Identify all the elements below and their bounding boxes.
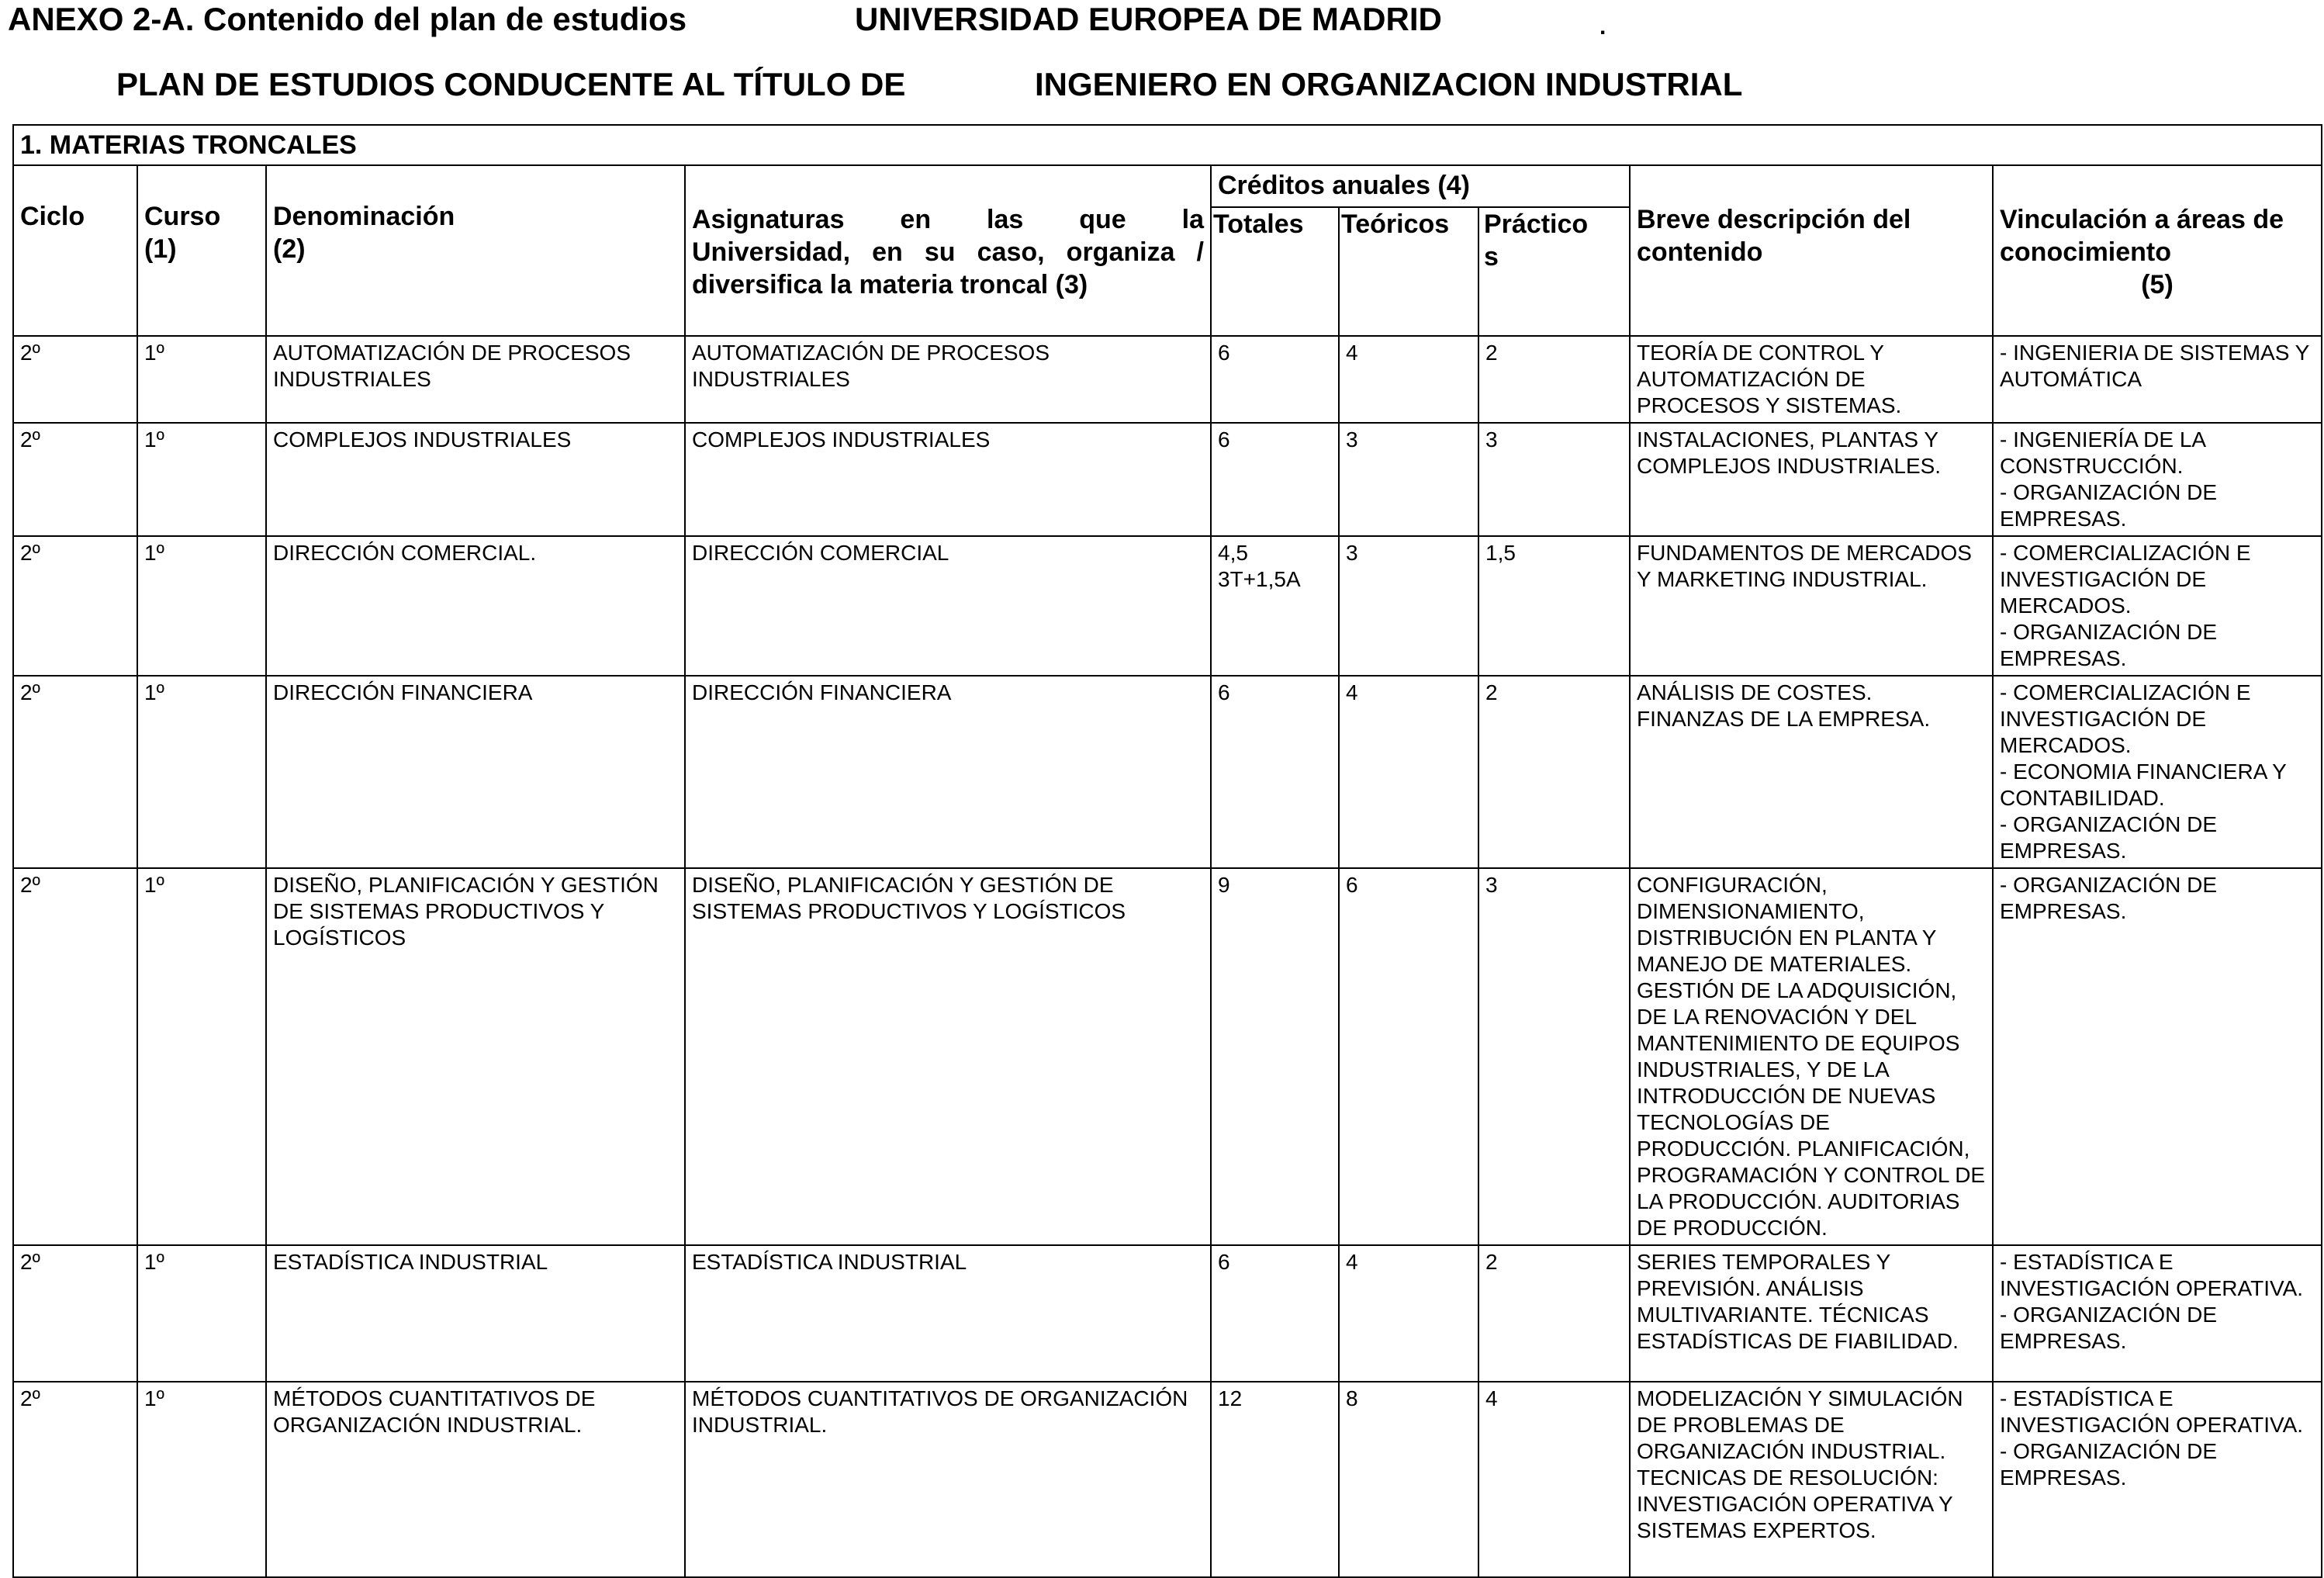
header-vinculacion-number: (5): [2141, 270, 2174, 299]
table-row: [13, 1382, 2322, 1577]
cell-teoricos: 4: [1339, 336, 1478, 423]
cell-denominacion: DIRECCIÓN FINANCIERA: [266, 676, 685, 868]
table-row: [13, 423, 2322, 536]
cell-ciclo: 2º: [13, 1245, 137, 1382]
table-row: [13, 336, 2322, 423]
cell-curso: 1º: [137, 676, 266, 868]
cell-descripcion: INSTALACIONES, PLANTAS Y COMPLEJOS INDUSTRIALES.: [1630, 423, 1993, 536]
cell-asignaturas: ESTADÍSTICA INDUSTRIAL: [685, 1245, 1211, 1382]
header-ciclo: Ciclo: [13, 165, 137, 336]
header-totales: Totales: [1211, 207, 1339, 336]
cell-ciclo: 2º: [13, 868, 137, 1245]
cell-vinculacion: - COMERCIALIZACIÓN E INVESTIGACIÓN DE MERCADOS. - ORGANIZACIÓN DE EMPRESAS.: [1993, 536, 2322, 676]
plan-title: PLAN DE ESTUDIOS CONDUCENTE AL TÍTULO DE: [116, 66, 906, 102]
header-vinculacion-label: Vinculación a áreas de conocimiento: [2000, 205, 2284, 267]
annex-title: ANEXO 2-A. Contenido del plan de estudios: [8, 1, 687, 37]
cell-curso: 1º: [137, 536, 266, 676]
cell-descripcion: MODELIZACIÓN Y SIMULACIÓN DE PROBLEMAS DE ORGANIZACIÓN INDUSTRIAL. TECNICAS DE RESOLUCIÓN: INVESTIGACIÓN OPERATIVA Y SISTEMAS EXPERTOS.: [1630, 1382, 1993, 1577]
cell-asignaturas: MÉTODOS CUANTITATIVOS DE ORGANIZACIÓN INDUSTRIAL.: [685, 1382, 1211, 1577]
cell-denominacion: COMPLEJOS INDUSTRIALES: [266, 423, 685, 536]
header-teoricos: Teóricos: [1339, 207, 1478, 336]
header-practicos: Práctico s: [1478, 207, 1630, 336]
cell-practicos: 3: [1478, 423, 1630, 536]
table-row: [13, 1245, 2322, 1382]
cell-asignaturas: DIRECCIÓN COMERCIAL: [685, 536, 1211, 676]
cell-descripcion: CONFIGURACIÓN, DIMENSIONAMIENTO, DISTRIBUCIÓN EN PLANTA Y MANEJO DE MATERIALES. GESTIÓN DE LA ADQUISICIÓN, DE LA RENOVACIÓN Y DEL MANTENIMIENTO DE EQUIPOS INDUSTRIALES, Y DE LA INTRODUCCIÓN DE NUEVAS TECNOLOGÍAS DE PRODUCCIÓN. PLANIFICACIÓN, PROGRAMACIÓN Y CONTROL DE LA PRODUCCIÓN. AUDITORIAS DE PRODUCCIÓN.: [1630, 868, 1993, 1245]
curriculum-table: [12, 124, 2322, 1578]
header-denominacion: Denominación (2): [266, 165, 685, 336]
cell-asignaturas: DISEÑO, PLANIFICACIÓN Y GESTIÓN DE SISTEMAS PRODUCTIVOS Y LOGÍSTICOS: [685, 868, 1211, 1245]
table-body: [13, 336, 2322, 1577]
cell-totales: 6: [1211, 336, 1339, 423]
header-asignaturas-line-1: Asignaturas en las que la: [692, 205, 1204, 234]
cell-ciclo: 2º: [13, 336, 137, 423]
header-descripcion: Breve descripción del contenido: [1630, 165, 1993, 336]
header-asignaturas-line-3: diversifica la materia troncal (3): [692, 270, 1088, 299]
degree-title: INGENIERO EN ORGANIZACION INDUSTRIAL: [1035, 66, 1743, 102]
cell-practicos: 3: [1478, 868, 1630, 1245]
cell-asignaturas: DIRECCIÓN FINANCIERA: [685, 676, 1211, 868]
cell-vinculacion: - ESTADÍSTICA E INVESTIGACIÓN OPERATIVA. - ORGANIZACIÓN DE EMPRESAS.: [1993, 1245, 2322, 1382]
cell-teoricos: 3: [1339, 423, 1478, 536]
cell-denominacion: AUTOMATIZACIÓN DE PROCESOS INDUSTRIALES: [266, 336, 685, 423]
header-asignaturas: [685, 165, 1211, 336]
cell-ciclo: 2º: [13, 676, 137, 868]
cell-practicos: 2: [1478, 676, 1630, 868]
table-row: [13, 536, 2322, 676]
cell-practicos: 2: [1478, 1245, 1630, 1382]
cell-curso: 1º: [137, 1245, 266, 1382]
table-row: [13, 676, 2322, 868]
cell-totales: 6: [1211, 1245, 1339, 1382]
cell-curso: 1º: [137, 423, 266, 536]
cell-denominacion: ESTADÍSTICA INDUSTRIAL: [266, 1245, 685, 1382]
cell-curso: 1º: [137, 868, 266, 1245]
cell-teoricos: 8: [1339, 1382, 1478, 1577]
cell-vinculacion: - COMERCIALIZACIÓN E INVESTIGACIÓN DE MERCADOS. - ECONOMIA FINANCIERA Y CONTABILIDAD. - ORGANIZACIÓN DE EMPRESAS.: [1993, 676, 2322, 868]
header-curso: Curso (1): [137, 165, 266, 336]
cell-practicos: 4: [1478, 1382, 1630, 1577]
cell-teoricos: 4: [1339, 676, 1478, 868]
header-vinculacion: [1993, 165, 2322, 336]
cell-practicos: 1,5: [1478, 536, 1630, 676]
cell-asignaturas: AUTOMATIZACIÓN DE PROCESOS INDUSTRIALES: [685, 336, 1211, 423]
cell-denominacion: DISEÑO, PLANIFICACIÓN Y GESTIÓN DE SISTEMAS PRODUCTIVOS Y LOGÍSTICOS: [266, 868, 685, 1245]
cell-teoricos: 3: [1339, 536, 1478, 676]
cell-ciclo: 2º: [13, 536, 137, 676]
cell-totales: 12: [1211, 1382, 1339, 1577]
cell-vinculacion: - ESTADÍSTICA E INVESTIGACIÓN OPERATIVA. - ORGANIZACIÓN DE EMPRESAS.: [1993, 1382, 2322, 1577]
cell-denominacion: DIRECCIÓN COMERCIAL.: [266, 536, 685, 676]
cell-practicos: 2: [1478, 336, 1630, 423]
cell-teoricos: 6: [1339, 868, 1478, 1245]
cell-vinculacion: - INGENIERÍA DE LA CONSTRUCCIÓN. - ORGANIZACIÓN DE EMPRESAS.: [1993, 423, 2322, 536]
cell-ciclo: 2º: [13, 423, 137, 536]
university-name: UNIVERSIDAD EUROPEA DE MADRID: [855, 1, 1442, 37]
cell-descripcion: TEORÍA DE CONTROL Y AUTOMATIZACIÓN DE PROCESOS Y SISTEMAS.: [1630, 336, 1993, 423]
cell-ciclo: 2º: [13, 1382, 137, 1577]
cell-totales: 4,5 3T+1,5A: [1211, 536, 1339, 676]
cell-descripcion: SERIES TEMPORALES Y PREVISIÓN. ANÁLISIS MULTIVARIANTE. TÉCNICAS ESTADÍSTICAS DE FIABILIDAD.: [1630, 1245, 1993, 1382]
cell-vinculacion: - ORGANIZACIÓN DE EMPRESAS.: [1993, 868, 2322, 1245]
cell-descripcion: ANÁLISIS DE COSTES. FINANZAS DE LA EMPRESA.: [1630, 676, 1993, 868]
header-asignaturas-line-2: Universidad, en su caso, organiza /: [692, 237, 1204, 267]
section-title: 1. MATERIAS TRONCALES: [13, 125, 2322, 165]
cell-totales: 6: [1211, 676, 1339, 868]
cell-descripcion: FUNDAMENTOS DE MERCADOS Y MARKETING INDUSTRIAL.: [1630, 536, 1993, 676]
cell-denominacion: MÉTODOS CUANTITATIVOS DE ORGANIZACIÓN INDUSTRIAL.: [266, 1382, 685, 1577]
cell-curso: 1º: [137, 336, 266, 423]
cell-teoricos: 4: [1339, 1245, 1478, 1382]
cell-vinculacion: - INGENIERIA DE SISTEMAS Y AUTOMÁTICA: [1993, 336, 2322, 423]
table-row: [13, 868, 2322, 1245]
cell-totales: 9: [1211, 868, 1339, 1245]
cell-curso: 1º: [137, 1382, 266, 1577]
header-creditos: Créditos anuales (4): [1211, 165, 1630, 207]
cell-asignaturas: COMPLEJOS INDUSTRIALES: [685, 423, 1211, 536]
stray-dot: .: [1599, 14, 1606, 40]
cell-totales: 6: [1211, 423, 1339, 536]
